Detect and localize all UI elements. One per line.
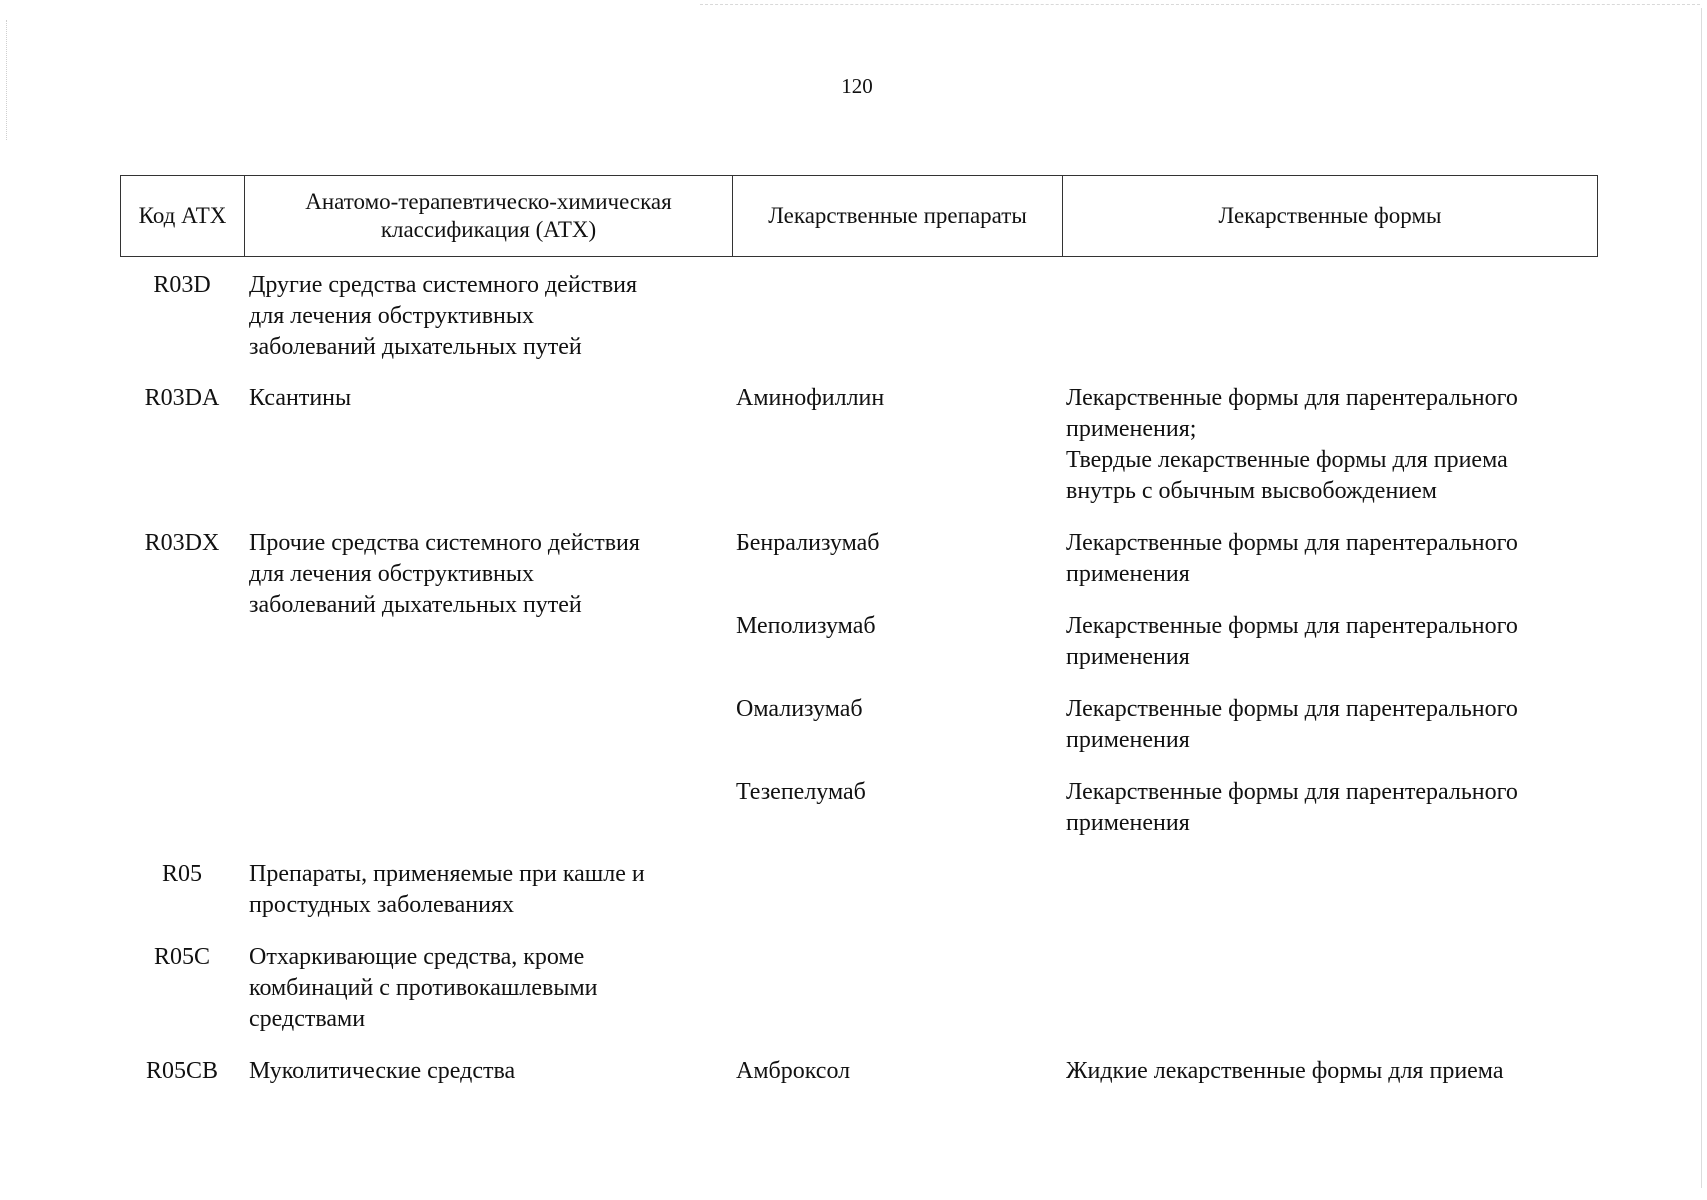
header-atc-classification: Анатомо-терапевтическо-химическая классификация (АТХ) — [245, 176, 733, 257]
atc-classification: Отхаркивающие средства, кроме комбинаций с противокашлевыми средствами — [249, 944, 598, 1032]
header-medicines: Лекарственные препараты — [733, 176, 1063, 257]
dosage-form: Лекарственные формы для парентерального применения; Твердые лекарственные формы для приема внутрь с обычным высвобождением — [1066, 385, 1518, 504]
header-dosage-forms: Лекарственные формы — [1063, 176, 1598, 257]
medicine-name: Бенрализумаб — [736, 530, 880, 556]
dosage-form: Жидкие лекарственные формы для приема — [1066, 1058, 1504, 1084]
atc-code: R05CB — [145, 1058, 219, 1084]
atc-classification: Ксантины — [249, 385, 352, 411]
dosage-form: Лекарственные формы для парентерального применения — [1066, 530, 1518, 587]
atc-classification: Муколитические средства — [249, 1058, 516, 1084]
medicine-name: Тезепелумаб — [736, 779, 866, 805]
medicine-name: Аминофиллин — [736, 385, 885, 411]
scan-edge-right — [1701, 8, 1703, 1188]
atc-classification: Другие средства системного действия для лечения обструктивных заболеваний дыхательных путей — [249, 272, 638, 360]
scan-edge-top — [700, 4, 1700, 6]
table-header — [120, 175, 1598, 257]
medicine-name: Амброксол — [736, 1058, 851, 1084]
header-atc-code: Код АТХ — [121, 176, 245, 257]
page-number: 120 — [841, 74, 873, 98]
atc-code: R03DX — [144, 530, 220, 556]
atc-code: R03D — [153, 272, 211, 298]
atc-code: R05 — [161, 861, 202, 887]
medicine-name: Омализумаб — [736, 696, 863, 722]
atc-code: R03DA — [144, 385, 220, 411]
atc-classification: Прочие средства системного действия для лечения обструктивных заболеваний дыхательных путей — [249, 530, 640, 618]
atc-classification: Препараты, применяемые при кашле и простудных заболеваниях — [249, 861, 645, 918]
dosage-form: Лекарственные формы для парентерального применения — [1066, 779, 1518, 836]
dosage-form: Лекарственные формы для парентерального применения — [1066, 696, 1518, 753]
atc-code: R05C — [153, 944, 210, 970]
dosage-form: Лекарственные формы для парентерального применения — [1066, 613, 1518, 670]
medicine-name: Меполизумаб — [736, 613, 876, 639]
